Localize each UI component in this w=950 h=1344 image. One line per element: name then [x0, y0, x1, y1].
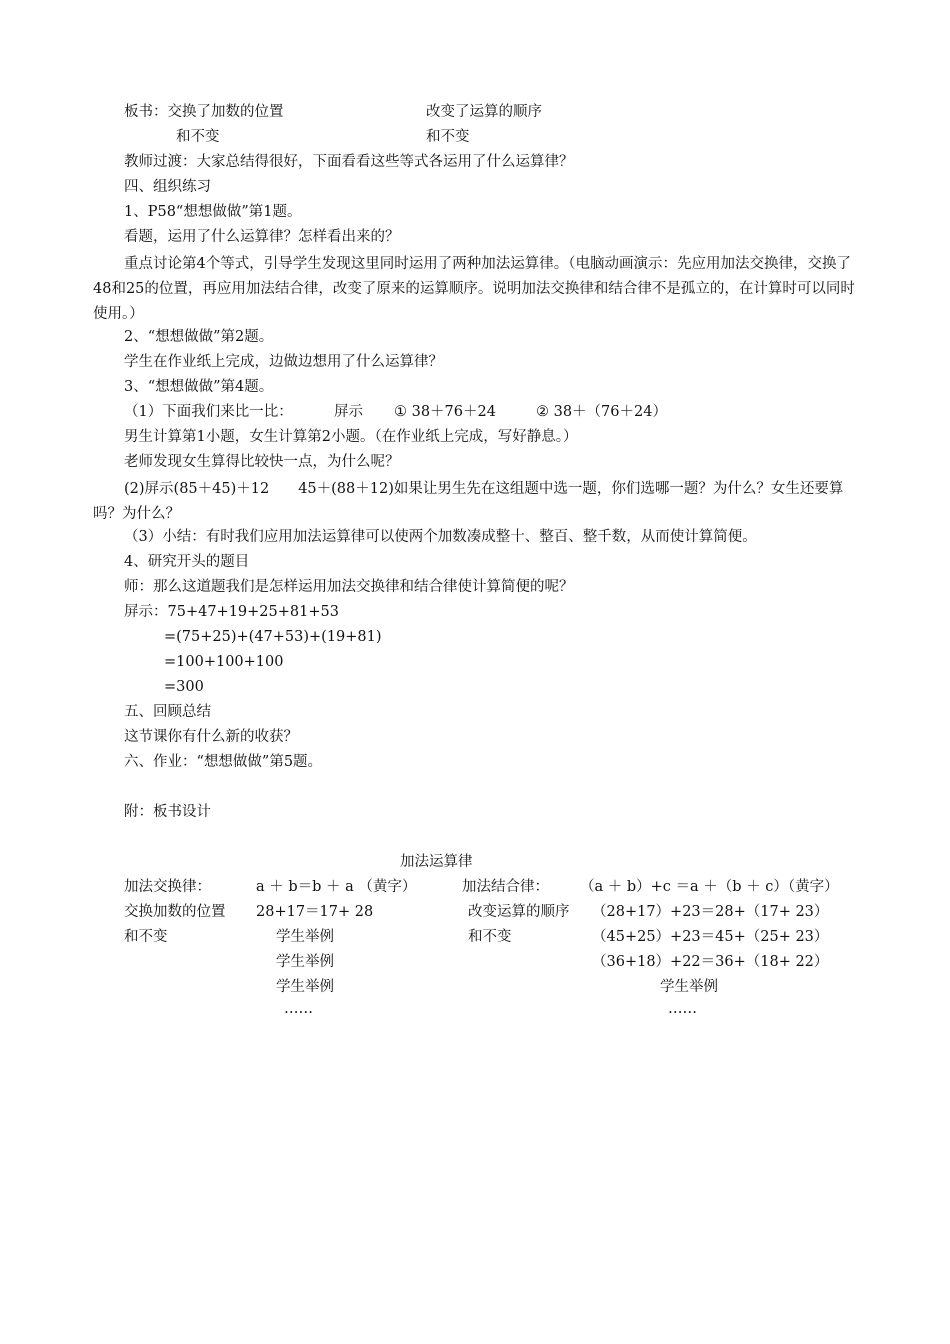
exercise-4-title: 4、研究开头的题目: [124, 554, 250, 570]
teacher-transition: 教师过渡：大家总结得很好，下面看看这些等式各运用了什么运算律？: [124, 154, 574, 170]
exercise-3-title: 3、“想想做做”第4题。: [124, 379, 274, 395]
exercise-3-problem-1: ① 38＋76＋24: [394, 404, 496, 420]
section-5-question: 这节课你有什么新的收获？: [124, 729, 298, 745]
exercise-4-question: 师：那么这道题我们是怎样运用加法交换律和结合律使计算简便的呢？: [124, 579, 574, 595]
commutative-row-1-label: 交换加数的位置: [124, 904, 226, 920]
commutative-student-example-3: 学生举例: [276, 979, 334, 995]
associative-row-3-example: （36+18）+22＝36+（18+ 22）: [592, 954, 829, 970]
exercise-2-title: 2、“想想做做”第2题。: [124, 329, 274, 345]
section-6-homework: 六、作业：“想想做做”第5题。: [124, 754, 323, 770]
exercise-1-discussion: 重点讨论第4个等式，引导学生发现这里同时运用了两种加法运算律。（电脑动画演示：先应用加法交换律，交换了48和25的位置，再应用加法结合律，改变了原来的运算顺序。说明加法交换律和结合律不是孤立的，在计算时可以同时使用。）: [93, 256, 855, 322]
board-note-right-cont: 和不变: [426, 129, 470, 145]
associative-row-2-example: （45+25）+23＝45+（25+ 23）: [592, 929, 829, 945]
exercise-3-summary: （3）小结：有时我们应用加法运算律可以使两个加数凑成整十、整百、整千数，从而使计算简便。: [124, 529, 757, 545]
exercise-3-part1-screen: 屏示: [334, 404, 363, 420]
associative-ellipsis: ……: [668, 1001, 697, 1017]
commutative-student-example-2: 学生举例: [276, 954, 334, 970]
exercise-3-boys-girls: 男生计算第1小题，女生计算第2小题。（在作业纸上完成，写好静息。）: [124, 429, 578, 445]
commutative-student-example-1: 学生举例: [276, 929, 334, 945]
exercise-3-part2: (2)屏示(85＋45)＋12 45＋(88＋12)如果让男生先在这组题中选一题，你们选哪一题？为什么？女生还要算吗？为什么？: [93, 481, 844, 522]
commutative-ellipsis: ……: [284, 1001, 313, 1017]
board-note-right: 改变了运算的顺序: [426, 104, 542, 120]
appendix-heading: 附：板书设计: [124, 804, 211, 820]
associative-student-example: 学生举例: [660, 979, 718, 995]
associative-row-1-label: 改变运算的顺序: [468, 904, 570, 920]
exercise-1-question: 看题，运用了什么运算律？怎样看出来的？: [124, 229, 400, 245]
commutative-law-label: 加法交换律：: [124, 879, 211, 895]
exercise-3-teacher-note: 老师发现女生算得比较快一点，为什么呢？: [124, 454, 400, 470]
exercise-1-title: 1、P58“想想做做”第1题。: [124, 204, 302, 220]
exercise-3-problem-2: ② 38＋（76＋24）: [536, 404, 667, 420]
board-note-label-cont: 和不变: [176, 129, 220, 145]
commutative-row-1-example: 28+17＝17+ 28: [256, 904, 374, 920]
board-note-label: 板书：交换了加数的位置: [124, 104, 284, 120]
exercise-2-text: 学生在作业纸上完成，边做边想用了什么运算律？: [124, 354, 443, 370]
commutative-law-formula: a ＋ b＝b ＋ a （黄字）: [256, 879, 417, 895]
calc-line-1: 屏示：75+47+19+25+81+53: [124, 604, 339, 620]
commutative-row-2-label: 和不变: [124, 929, 168, 945]
board-design-title: 加法运算律: [400, 854, 473, 870]
associative-law-label: 加法结合律：: [462, 879, 549, 895]
calc-line-2: =(75+25)+(47+53)+(19+81): [164, 629, 382, 645]
calc-line-3: =100+100+100: [164, 654, 284, 670]
associative-row-2-label: 和不变: [468, 929, 512, 945]
section-4-heading: 四、组织练习: [124, 179, 211, 195]
section-5-heading: 五、回顾总结: [124, 704, 211, 720]
exercise-3-part1-intro: （1）下面我们来比一比：: [124, 404, 293, 420]
associative-law-formula: （a ＋ b）+c ＝a ＋（b ＋ c）（黄字）: [580, 879, 839, 895]
associative-row-1-example: （28+17）+23＝28+（17+ 23）: [592, 904, 829, 920]
calc-line-4: =300: [164, 679, 204, 695]
